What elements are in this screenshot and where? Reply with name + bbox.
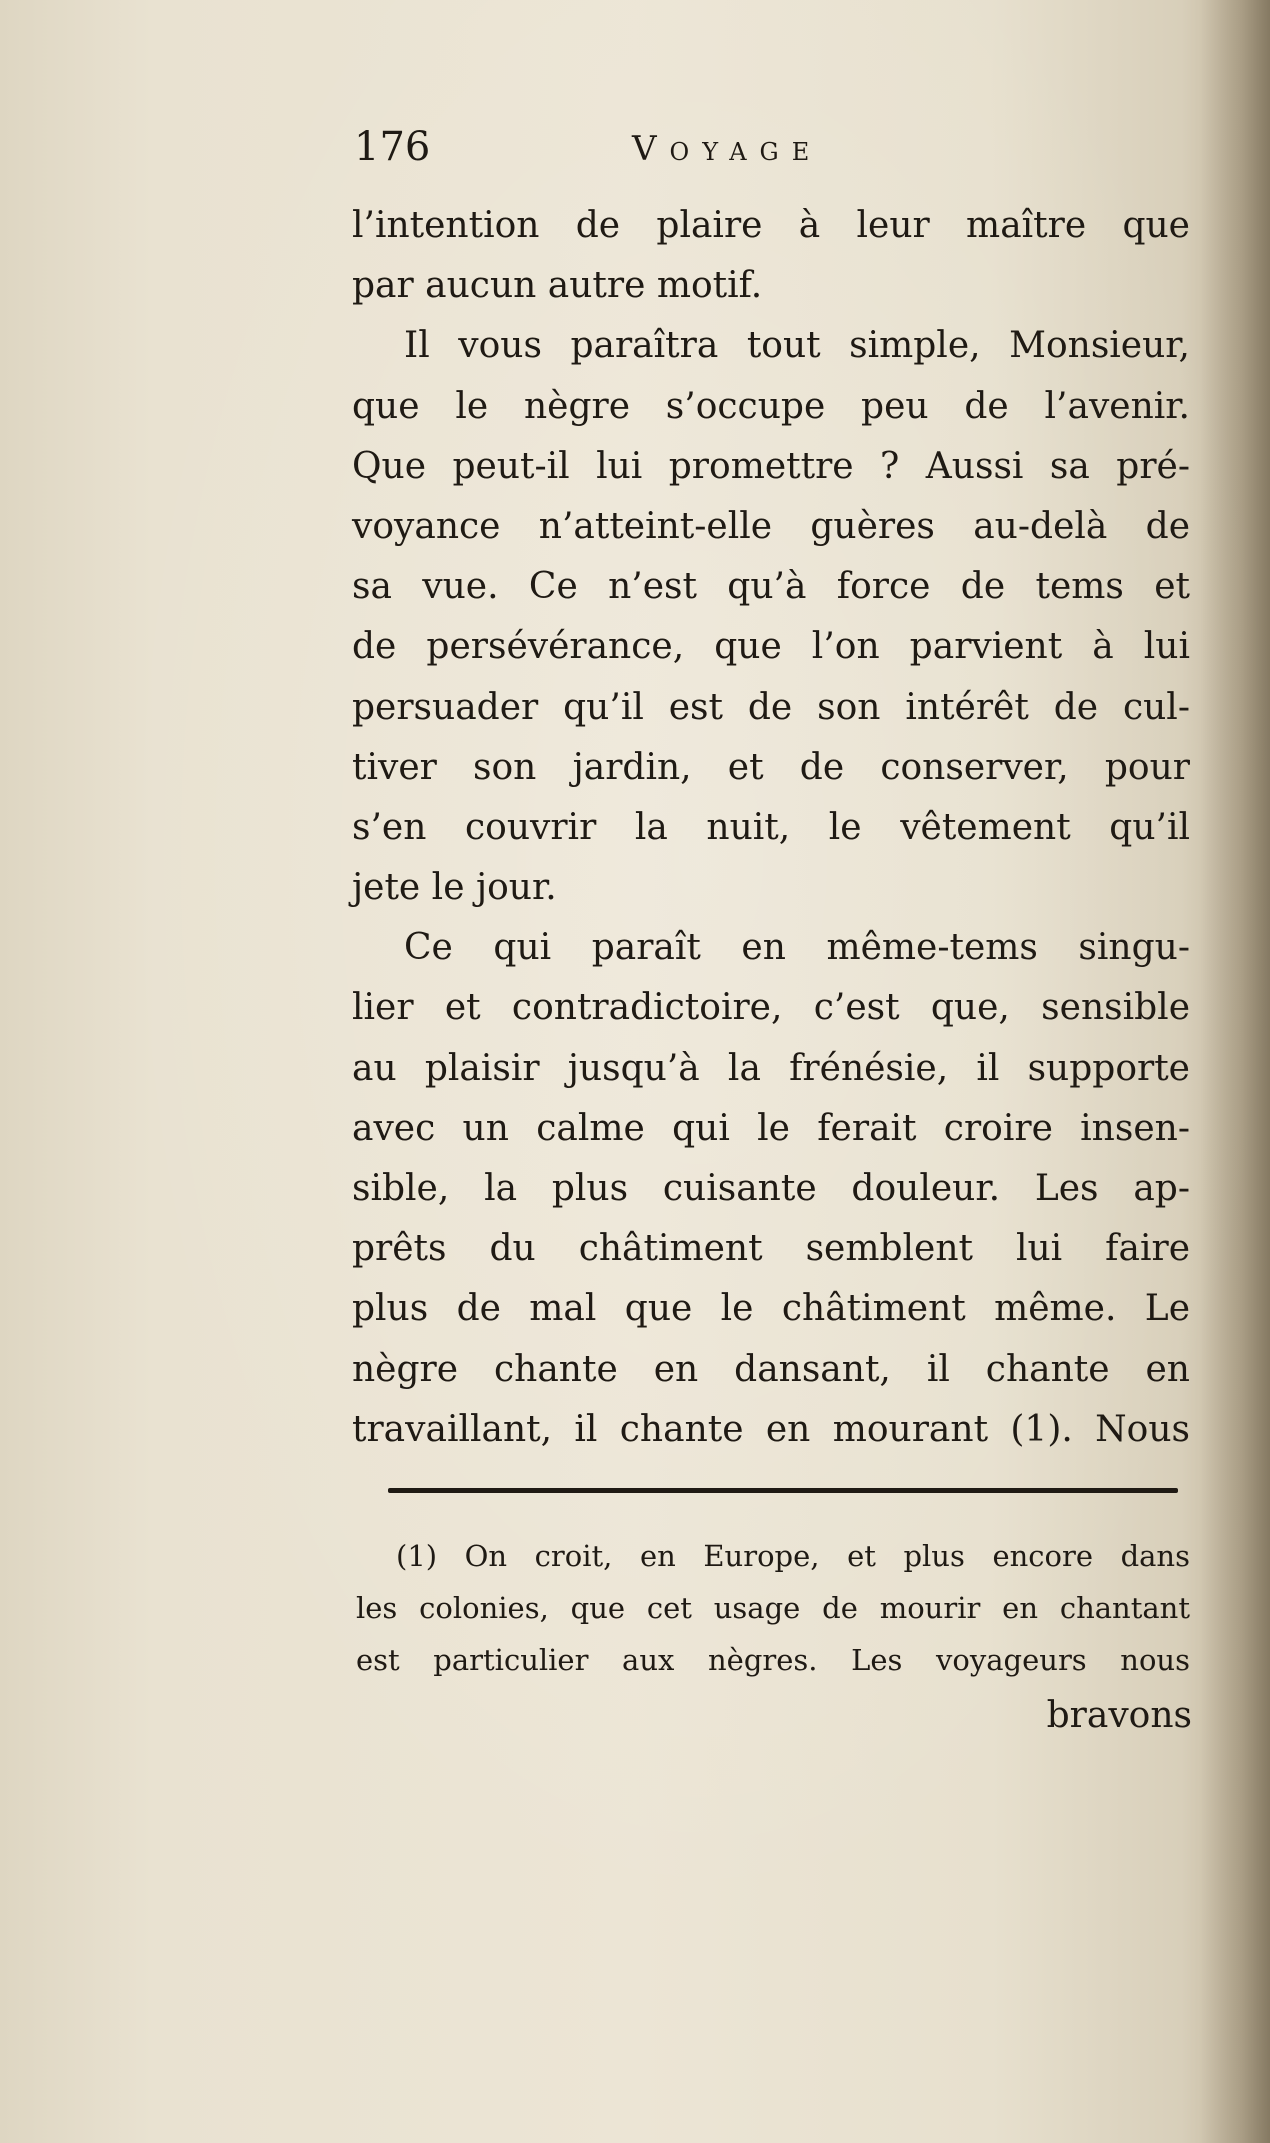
text-line: Que peut-il lui promettre ? Aussi sa pré-: [352, 445, 1190, 487]
text-line: persuader qu’il est de son intérêt de cul-: [352, 686, 1190, 728]
body-text: [352, 196, 1190, 1460]
text-line: prêts du châtiment semblent lui faire: [352, 1228, 1190, 1270]
text-line: par aucun autre motif.: [352, 265, 763, 307]
text-line: sible, la plus cuisante douleur. Les ap-: [352, 1168, 1190, 1209]
footnote-line: les colonies, que cet usage de mourir en chantant: [356, 1591, 1190, 1625]
text-line: au plaisir jusqu’à la frénésie, il supporte: [352, 1047, 1190, 1089]
text-line: plus de mal que le châtiment même. Le: [352, 1288, 1190, 1330]
text-line: voyance n’atteint-elle guères au-delà de: [352, 505, 1190, 547]
text-line: que le nègre s’occupe peu de l’avenir.: [352, 385, 1190, 427]
text-line: Ce qui paraît en même-tems singu-: [404, 927, 1190, 969]
text-line: nègre chante en dansant, il chante en: [352, 1348, 1190, 1390]
footnote-line: est particulier aux nègres. Les voyageurs nous: [356, 1643, 1190, 1677]
text-line: tiver son jardin, et de conserver, pour: [352, 746, 1190, 788]
running-title: Voyage: [632, 129, 823, 169]
text-line: de persévérance, que l’on parvient à lui: [352, 626, 1190, 668]
text-line: s’en couvrir la nuit, le vêtement qu’il: [352, 806, 1190, 848]
text-line: lier et contradictoire, c’est que, sensible: [352, 987, 1190, 1029]
text-line: Il vous paraîtra tout simple, Monsieur,: [404, 325, 1190, 367]
text-line: sa vue. Ce n’est qu’à force de tems et: [352, 566, 1190, 608]
page-number: 176: [354, 124, 431, 170]
binding-edge-shadow: [1200, 0, 1270, 2143]
footnote: [356, 1530, 1190, 1686]
text-line: l’intention de plaire à leur maître que: [352, 205, 1190, 246]
text-line: avec un calme qui le ferait croire insen-: [352, 1107, 1190, 1149]
footnote-rule: [388, 1488, 1178, 1493]
catchword: bravons: [1046, 1695, 1192, 1736]
text-line: jete le jour.: [352, 867, 557, 909]
text-line: travaillant, il chante en mourant (1). Nous: [352, 1408, 1190, 1450]
footnote-line: (1) On croit, en Europe, et plus encore dans: [396, 1539, 1190, 1573]
page-header: [354, 122, 914, 178]
